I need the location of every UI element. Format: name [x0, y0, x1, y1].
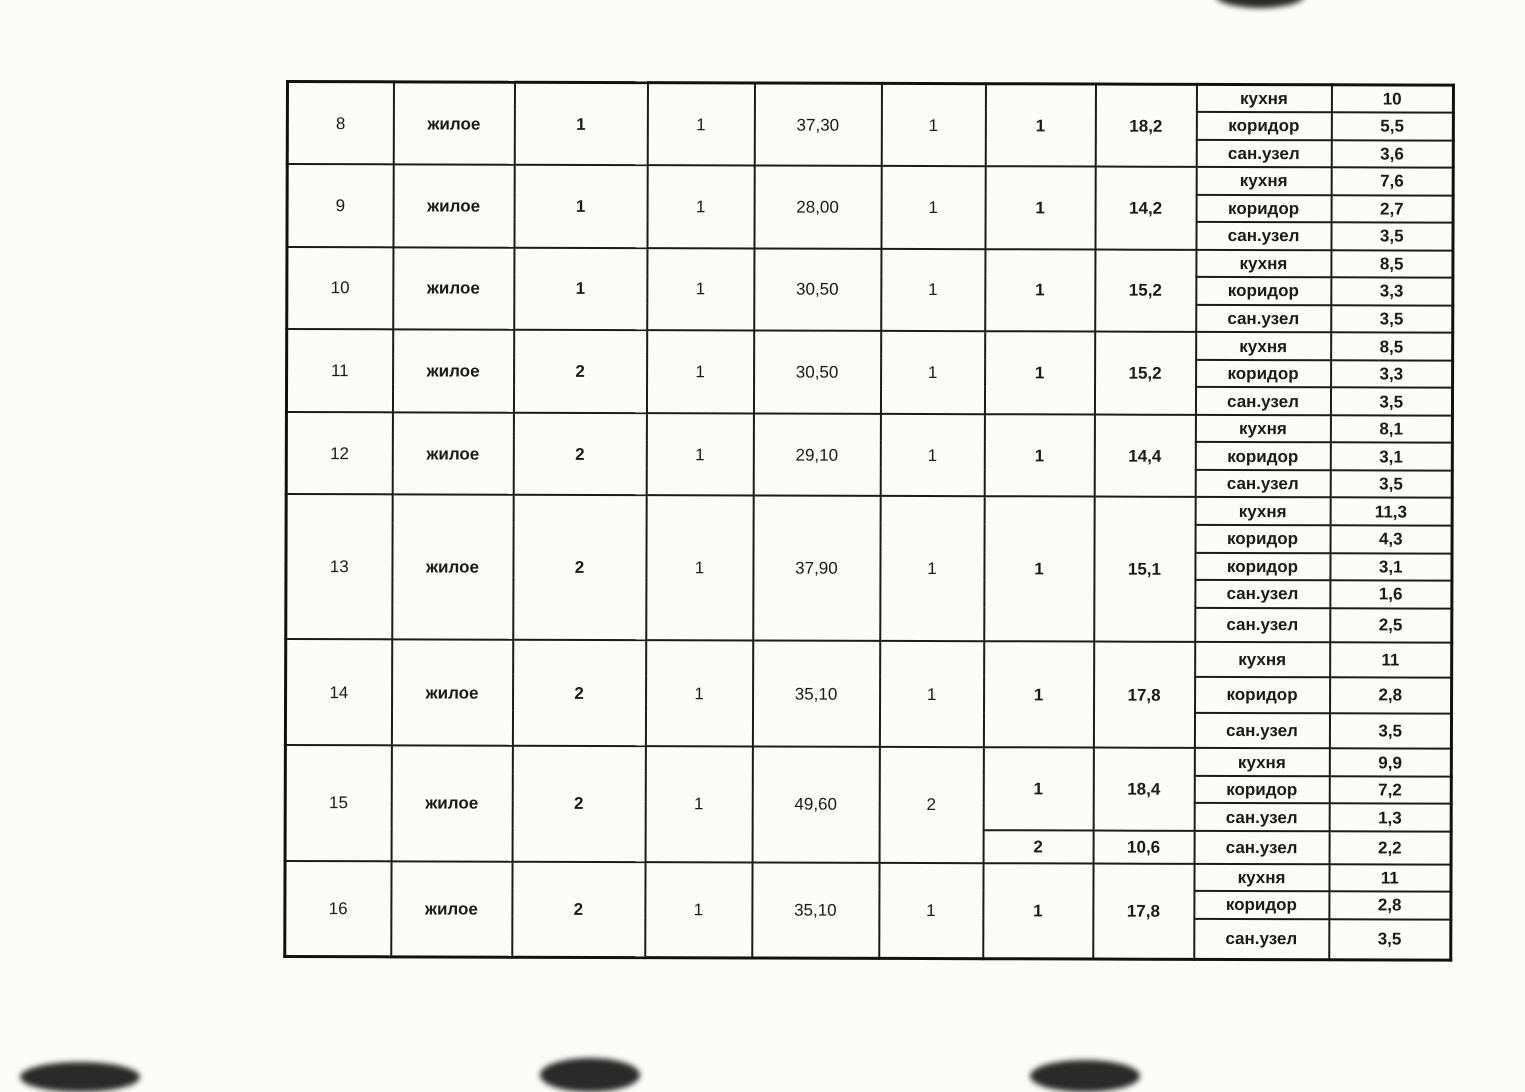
aux-room-name-cell: кухня [1195, 415, 1330, 443]
entrance-cell: 1 [645, 640, 752, 746]
living-room-number-cell: 1 [983, 641, 1093, 747]
entrance-cell: 1 [646, 496, 753, 641]
living-room-area-cell: 15,2 [1094, 332, 1195, 415]
table-body [285, 82, 1454, 961]
rooms-count-cell: 1 [881, 166, 985, 249]
apartment-number-cell: 16 [285, 861, 391, 957]
total-area-cell: 30,50 [754, 248, 881, 331]
aux-room-name-cell: кухня [1194, 748, 1329, 776]
aux-room-name-cell: кухня [1195, 642, 1330, 677]
living-room-area-cell: 17,8 [1093, 642, 1194, 748]
rooms-count-cell: 1 [880, 496, 984, 641]
aux-room-area-cell: 3,5 [1329, 713, 1451, 749]
aux-room-area-cell: 3,3 [1331, 278, 1453, 306]
aux-room-area-cell: 7,2 [1329, 776, 1451, 804]
living-room-number-cell: 2 [983, 830, 1093, 863]
aux-room-area-cell: 8,5 [1331, 333, 1453, 361]
living-room-area-cell: 15,2 [1095, 249, 1196, 332]
aux-room-name-cell: коридор [1195, 442, 1330, 470]
aux-room-name-cell: сан.узел [1196, 305, 1331, 333]
total-area-cell: 49,60 [752, 747, 879, 863]
living-room-number-cell: 1 [985, 166, 1095, 249]
living-room-number-cell: 1 [984, 497, 1094, 642]
aux-room-name-cell: сан.узел [1194, 918, 1329, 959]
table-row [287, 247, 1453, 278]
living-room-area-cell: 14,2 [1095, 167, 1196, 250]
total-area-cell: 29,10 [753, 413, 880, 496]
aux-room-area-cell: 2,7 [1331, 195, 1453, 223]
rooms-count-cell: 1 [881, 83, 985, 166]
entrance-cell: 1 [645, 862, 752, 958]
aux-room-name-cell: сан.узел [1195, 580, 1330, 608]
aux-room-name-cell: сан.узел [1196, 139, 1331, 167]
aux-room-area-cell: 1,3 [1329, 804, 1451, 832]
premise-type-cell: жилое [392, 412, 513, 495]
aux-room-name-cell: кухня [1196, 84, 1331, 112]
aux-room-name-cell: кухня [1194, 863, 1329, 891]
aux-room-area-cell: 3,5 [1331, 222, 1453, 250]
aux-room-area-cell: 3,3 [1331, 360, 1453, 388]
apartment-number-cell: 14 [285, 639, 391, 745]
apartment-number-cell: 11 [286, 329, 392, 412]
apartment-number-cell: 12 [286, 412, 392, 495]
aux-room-name-cell: коридор [1196, 277, 1331, 305]
living-room-number-cell: 1 [983, 863, 1093, 959]
aux-room-area-cell: 3,5 [1330, 388, 1452, 416]
living-room-area-cell: 17,8 [1093, 863, 1194, 959]
premise-type-cell: жилое [392, 495, 513, 640]
total-area-cell: 37,90 [753, 496, 880, 641]
aux-room-area-cell: 5,5 [1331, 112, 1453, 140]
table-row [287, 82, 1453, 113]
table-row [286, 412, 1452, 443]
aux-room-area-cell: 8,5 [1331, 250, 1453, 278]
premise-type-cell: жилое [393, 247, 514, 330]
living-room-area-cell: 15,1 [1094, 497, 1195, 642]
scan-smudge [1215, 0, 1305, 8]
aux-room-name-cell: сан.узел [1195, 607, 1330, 642]
living-room-number-cell: 1 [984, 414, 1094, 497]
aux-room-area-cell: 7,6 [1331, 167, 1453, 195]
living-room-area-cell: 18,2 [1095, 84, 1196, 167]
rooms-count-cell: 2 [879, 747, 983, 863]
table-row [285, 861, 1451, 892]
aux-room-area-cell: 11,3 [1330, 498, 1452, 526]
scan-smudge [540, 1058, 640, 1092]
floor-cell: 2 [512, 640, 645, 746]
total-area-cell: 35,10 [752, 641, 879, 747]
aux-room-name-cell: коридор [1196, 194, 1331, 222]
floor-cell: 1 [514, 82, 647, 165]
living-room-number-cell: 1 [985, 84, 1095, 167]
aux-room-area-cell: 3,5 [1330, 470, 1452, 498]
table-row [287, 164, 1453, 195]
floor-cell: 2 [513, 413, 646, 496]
aux-room-area-cell: 1,6 [1330, 580, 1452, 608]
aux-room-name-cell: сан.узел [1194, 831, 1329, 864]
floor-cell: 2 [513, 495, 646, 640]
aux-room-name-cell: кухня [1196, 332, 1331, 360]
premise-type-cell: жилое [391, 746, 512, 862]
apartment-number-cell: 8 [287, 82, 393, 165]
total-area-cell: 28,00 [754, 166, 881, 249]
aux-room-area-cell: 3,1 [1330, 553, 1452, 581]
aux-room-area-cell: 3,5 [1331, 305, 1453, 333]
apartment-number-cell: 15 [285, 745, 391, 861]
aux-room-name-cell: кухня [1195, 497, 1330, 525]
living-room-area-cell: 10,6 [1093, 830, 1194, 863]
rooms-count-cell: 1 [880, 331, 984, 414]
entrance-cell: 1 [647, 83, 754, 166]
aux-room-area-cell: 2,8 [1330, 677, 1452, 713]
aux-room-name-cell: коридор [1196, 112, 1331, 140]
aux-room-name-cell: сан.узел [1195, 387, 1330, 415]
aux-room-area-cell: 2,8 [1329, 891, 1451, 919]
aux-room-area-cell: 3,5 [1329, 919, 1451, 960]
total-area-cell: 35,10 [752, 862, 879, 958]
living-room-number-cell: 1 [983, 748, 1093, 831]
living-room-number-cell: 1 [984, 331, 1094, 414]
premise-type-cell: жилое [393, 82, 514, 165]
aux-room-name-cell: сан.узел [1194, 803, 1329, 831]
aux-room-area-cell: 2,5 [1330, 608, 1452, 643]
entrance-cell: 1 [647, 248, 754, 331]
aux-room-name-cell: коридор [1195, 552, 1330, 580]
total-area-cell: 30,50 [753, 331, 880, 414]
table-row [286, 639, 1452, 677]
apartment-number-cell: 10 [287, 247, 393, 330]
premise-type-cell: жилое [391, 640, 512, 746]
aux-room-name-cell: кухня [1196, 167, 1331, 195]
aux-room-area-cell: 8,1 [1330, 415, 1452, 443]
aux-room-name-cell: сан.узел [1196, 222, 1331, 250]
aux-room-area-cell: 9,9 [1329, 749, 1451, 777]
aux-room-name-cell: коридор [1196, 360, 1331, 388]
premise-type-cell: жилое [391, 861, 512, 957]
table-row [287, 329, 1453, 360]
rooms-count-cell: 1 [880, 414, 984, 497]
floor-cell: 1 [514, 247, 647, 330]
total-area-cell: 37,30 [754, 83, 881, 166]
entrance-cell: 1 [645, 746, 752, 862]
apartment-number-cell: 9 [287, 164, 393, 247]
floor-cell: 2 [512, 861, 645, 957]
table-row [286, 494, 1452, 525]
aux-room-area-cell: 3,1 [1330, 443, 1452, 471]
apartment-table [283, 80, 1455, 962]
aux-room-name-cell: сан.узел [1194, 712, 1329, 748]
aux-room-name-cell: коридор [1194, 776, 1329, 804]
aux-room-name-cell: коридор [1195, 677, 1330, 713]
living-room-area-cell: 14,4 [1094, 414, 1195, 497]
living-room-area-cell: 18,4 [1093, 748, 1194, 831]
rooms-count-cell: 1 [879, 641, 983, 747]
floor-cell: 2 [513, 330, 646, 413]
aux-room-area-cell: 3,6 [1331, 140, 1453, 168]
apartment-number-cell: 13 [286, 494, 392, 639]
aux-room-area-cell: 11 [1329, 864, 1451, 892]
living-room-number-cell: 1 [985, 249, 1095, 332]
scan-smudge [20, 1062, 140, 1092]
aux-room-name-cell: коридор [1195, 525, 1330, 553]
aux-room-area-cell: 2,2 [1329, 831, 1451, 864]
table-row [285, 745, 1451, 776]
entrance-cell: 1 [646, 413, 753, 496]
rooms-count-cell: 1 [881, 249, 985, 332]
entrance-cell: 1 [647, 165, 754, 248]
premise-type-cell: жилое [392, 330, 513, 413]
aux-room-name-cell: сан.узел [1195, 470, 1330, 498]
entrance-cell: 1 [646, 330, 753, 413]
aux-room-area-cell: 4,3 [1330, 525, 1452, 553]
floor-cell: 1 [514, 165, 647, 248]
aux-room-area-cell: 11 [1330, 643, 1452, 678]
premise-type-cell: жилое [393, 164, 514, 247]
scan-smudge [1030, 1060, 1140, 1092]
aux-room-name-cell: кухня [1196, 250, 1331, 278]
rooms-count-cell: 1 [879, 862, 983, 958]
floor-cell: 2 [512, 746, 645, 862]
aux-room-name-cell: коридор [1194, 891, 1329, 919]
aux-room-area-cell: 10 [1331, 85, 1453, 113]
